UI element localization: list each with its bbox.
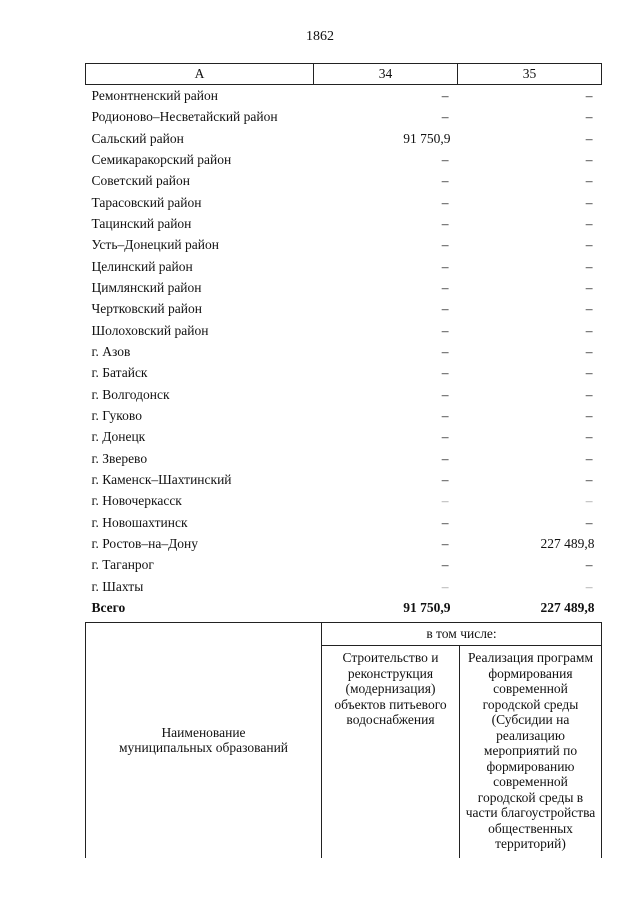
- row-value-34: –: [441, 578, 449, 594]
- row-value-34: –: [441, 216, 449, 232]
- table-row: [86, 320, 602, 341]
- row-value-35: 227 489,8: [540, 536, 595, 552]
- row-name: г. Таганрог: [91, 557, 154, 573]
- column-header-a: А: [86, 64, 314, 85]
- row-name: Ремонтненский район: [91, 88, 218, 104]
- table-row: [86, 405, 602, 426]
- row-value-35: –: [585, 386, 593, 402]
- row-value-35: –: [585, 322, 593, 338]
- row-value-34: –: [441, 109, 449, 125]
- water-supply-header-text: Строительство и реконструкция (модернизация) объектов питьевого водоснабжения: [334, 650, 447, 727]
- table-row: [86, 490, 602, 511]
- row-value-35: –: [585, 301, 593, 317]
- row-value-35: –: [585, 109, 593, 125]
- table-row: [86, 426, 602, 447]
- row-value-34: –: [441, 450, 449, 466]
- table-row: [86, 192, 602, 213]
- row-value-35: –: [585, 493, 593, 509]
- table-row: [86, 554, 602, 575]
- table-header-row: [86, 64, 602, 85]
- funding-table: [85, 63, 602, 618]
- row-value-35: –: [585, 429, 593, 445]
- page-number: 1862: [306, 29, 334, 44]
- row-value-35: –: [585, 344, 593, 360]
- municipal-name-header-text: Наименование муниципальных образований: [118, 724, 289, 756]
- row-value-34: –: [441, 386, 449, 402]
- row-name: Цимлянский район: [91, 280, 202, 296]
- row-value-34: –: [441, 301, 449, 317]
- table-row: [86, 469, 602, 490]
- table-body: [86, 85, 602, 619]
- row-value-34: –: [441, 280, 449, 296]
- row-value-34: –: [441, 514, 449, 530]
- row-value-34: 91 750,9: [403, 130, 451, 146]
- table-row: [86, 85, 602, 107]
- table-row: [86, 448, 602, 469]
- row-value-34: –: [441, 88, 449, 104]
- row-name: Целинский район: [91, 258, 193, 274]
- table-row: [86, 298, 602, 319]
- row-value-34: –: [441, 344, 449, 360]
- row-value-35: –: [585, 578, 593, 594]
- table-row: [86, 341, 602, 362]
- row-value-34: –: [441, 322, 449, 338]
- table-row: [86, 362, 602, 383]
- row-name: Сальский район: [91, 130, 184, 146]
- row-value-35: –: [585, 194, 593, 210]
- table-row: [86, 384, 602, 405]
- table-row: [86, 213, 602, 234]
- row-value-35: –: [585, 514, 593, 530]
- row-name: г. Волгодонск: [91, 386, 170, 402]
- row-value-34: –: [441, 365, 449, 381]
- row-value-34: –: [441, 408, 449, 424]
- column-header-35: 35: [458, 64, 602, 85]
- row-value-35: –: [585, 237, 593, 253]
- row-name: г. Гуково: [91, 408, 142, 424]
- row-value-34: –: [441, 237, 449, 253]
- row-value-35: –: [585, 557, 593, 573]
- table-row: [86, 576, 602, 597]
- row-name: Советский район: [91, 173, 190, 189]
- including-header: в том числе:: [322, 623, 602, 646]
- row-value-34: –: [441, 258, 449, 274]
- row-value-35: –: [585, 365, 593, 381]
- column-header-34: 34: [314, 64, 458, 85]
- table-row: [86, 256, 602, 277]
- urban-environment-header-text: Реализация программ формирования современной городской среды (Субсидии на реализацию мероприятий по формированию современной городской среды в части благоустройства общественных территорий): [465, 650, 596, 851]
- table-row: [86, 106, 602, 127]
- row-name: Тацинский район: [91, 216, 192, 232]
- table-row: [86, 128, 602, 149]
- row-name: г. Донецк: [91, 429, 146, 445]
- row-name: г. Каменск–Шахтинский: [91, 472, 232, 488]
- row-name: г. Батайск: [91, 365, 148, 381]
- row-value-35: –: [585, 88, 593, 104]
- row-value-35: –: [585, 408, 593, 424]
- row-name: Чертковский район: [91, 301, 202, 317]
- water-supply-header: [322, 646, 460, 858]
- table-row: [86, 149, 602, 170]
- row-value-34: –: [441, 557, 449, 573]
- table-row: [86, 512, 602, 533]
- row-value-35: –: [585, 472, 593, 488]
- row-name: г. Азов: [91, 344, 131, 360]
- row-value-34: –: [441, 493, 449, 509]
- row-value-34: –: [441, 173, 449, 189]
- row-name: г. Новочеркасск: [91, 493, 182, 509]
- row-value-34: –: [441, 472, 449, 488]
- row-name: г. Новошахтинск: [91, 514, 188, 530]
- row-value-35: –: [585, 216, 593, 232]
- total-label: Всего: [91, 600, 126, 616]
- row-value-35: –: [585, 258, 593, 274]
- row-name: г. Шахты: [91, 578, 144, 594]
- row-name: г. Зверево: [91, 450, 148, 466]
- row-name: Родионово–Несветайский район: [91, 109, 278, 125]
- total-row: [86, 597, 602, 618]
- row-name: Шолоховский район: [91, 322, 209, 338]
- row-value-34: –: [441, 194, 449, 210]
- row-name: Усть–Донецкий район: [91, 237, 219, 253]
- row-value-34: –: [441, 152, 449, 168]
- row-name: Тарасовский район: [91, 194, 202, 210]
- column-header-table: [85, 622, 602, 858]
- urban-environment-header: [460, 646, 602, 858]
- table-row: [86, 533, 602, 554]
- table-row: [86, 170, 602, 191]
- row-value-34: –: [441, 536, 449, 552]
- total-35: 227 489,8: [540, 600, 595, 616]
- row-name: г. Ростов–на–Дону: [91, 536, 199, 552]
- row-value-35: –: [585, 280, 593, 296]
- municipal-name-header: [86, 623, 322, 858]
- row-value-35: –: [585, 450, 593, 466]
- total-34: 91 750,9: [403, 600, 451, 616]
- row-value-34: –: [441, 429, 449, 445]
- row-value-35: –: [585, 130, 593, 146]
- table-row: [86, 234, 602, 255]
- table-row: [86, 277, 602, 298]
- row-name: Семикаракорский район: [91, 152, 232, 168]
- row-value-35: –: [585, 152, 593, 168]
- row-value-35: –: [585, 173, 593, 189]
